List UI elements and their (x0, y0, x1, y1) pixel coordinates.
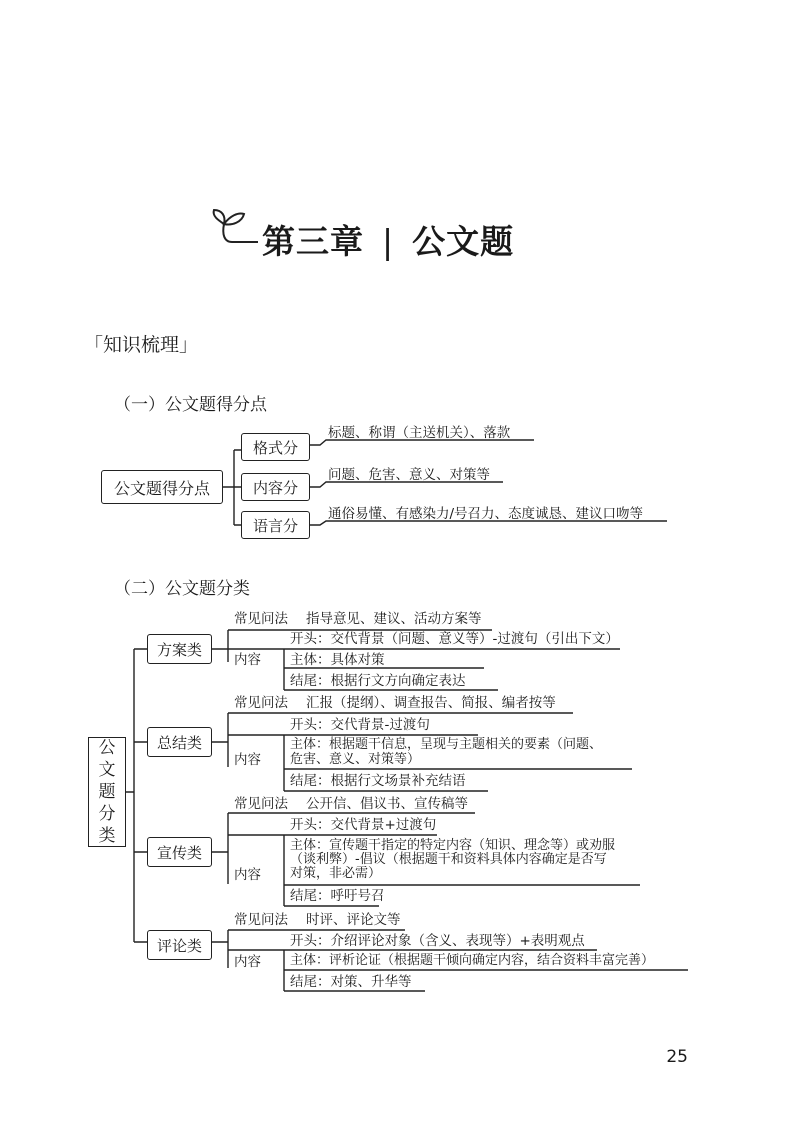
publicity-body-line: 对策，非必需） (290, 866, 382, 881)
root-char: 类 (98, 826, 116, 846)
summary-open: 开头：交代背景-过渡句 (290, 717, 430, 733)
root-char: 文 (98, 760, 116, 780)
publicity-body-line: （谈利弊）-倡议（根据题干和资料具体内容确定是否写 (290, 852, 607, 867)
page-number: 25 (666, 1047, 688, 1067)
title-separator: | (382, 222, 395, 261)
common-label: 常见问法 (234, 611, 288, 627)
plan-common: 指导意见、建议、活动方案等 (306, 611, 482, 627)
commentary-common: 时评、评论文等 (306, 912, 401, 928)
publicity-end: 结尾：呼吁号召 (290, 888, 385, 904)
section-header: 「知识梳理」 (84, 334, 199, 356)
root-char: 公 (98, 738, 116, 758)
publicity-body-line: 主体：宣传题干指定的特定内容（知识、理念等）或劝服 (290, 838, 616, 853)
commentary-end: 结尾：对策、升华等 (290, 974, 412, 990)
plan-open: 开头：交代背景（问题、意义等）-过渡句（引出下文） (290, 631, 619, 647)
summary-end: 结尾：根据行文场景补充结语 (290, 773, 466, 789)
format-score-detail: 标题、称谓（主送机关）、落款 (328, 425, 511, 441)
content-label: 内容 (234, 954, 261, 970)
commentary-open: 开头：介绍评论对象（含义、表现等）+表明观点 (290, 933, 585, 949)
chapter-name: 公文题 (412, 222, 515, 261)
score-root-box: 公文题得分点 (101, 470, 223, 504)
publicity-common: 公开信、倡议书、宣传稿等 (306, 796, 468, 812)
summary-body-line: 危害、意义、对策等） (290, 752, 421, 767)
publicity-open: 开头：交代背景+过渡句 (290, 817, 437, 833)
part2-heading: （二）公文题分类 (114, 579, 250, 599)
plan-body: 主体：具体对策 (290, 652, 385, 668)
plan-end: 结尾：根据行文方向确定表达 (290, 673, 466, 689)
content-label: 内容 (234, 752, 261, 768)
root-char: 分 (98, 804, 116, 824)
format-score-box: 格式分 (241, 433, 310, 461)
language-score-box: 语言分 (241, 511, 310, 539)
plan-type-box: 方案类 (147, 634, 212, 664)
commentary-type-box: 评论类 (147, 930, 212, 960)
commentary-body: 主体：评析论证（根据题干倾向确定内容，结合资料丰富完善） (290, 953, 655, 968)
chapter-number: 第三章 (262, 222, 364, 261)
language-score-detail: 通俗易懂、有感染力/号召力、态度诚恳、建议口吻等 (328, 506, 644, 522)
part1-heading: （一）公文题得分点 (114, 395, 267, 415)
summary-common: 汇报（提纲）、调查报告、简报、编者按等 (306, 695, 556, 711)
publicity-type-box: 宣传类 (147, 837, 212, 867)
common-label: 常见问法 (234, 796, 288, 812)
common-label: 常见问法 (234, 912, 288, 928)
category-root-box (88, 737, 126, 847)
content-label: 内容 (234, 652, 261, 668)
content-score-detail: 问题、危害、意义、对策等 (328, 467, 490, 483)
summary-body-line: 主体：根据题干信息，呈现与主题相关的要素（问题、 (290, 737, 603, 752)
common-label: 常见问法 (234, 695, 288, 711)
content-label: 内容 (234, 867, 261, 883)
summary-type-box: 总结类 (147, 727, 212, 757)
content-score-box: 内容分 (241, 473, 310, 501)
root-char: 题 (98, 782, 116, 802)
